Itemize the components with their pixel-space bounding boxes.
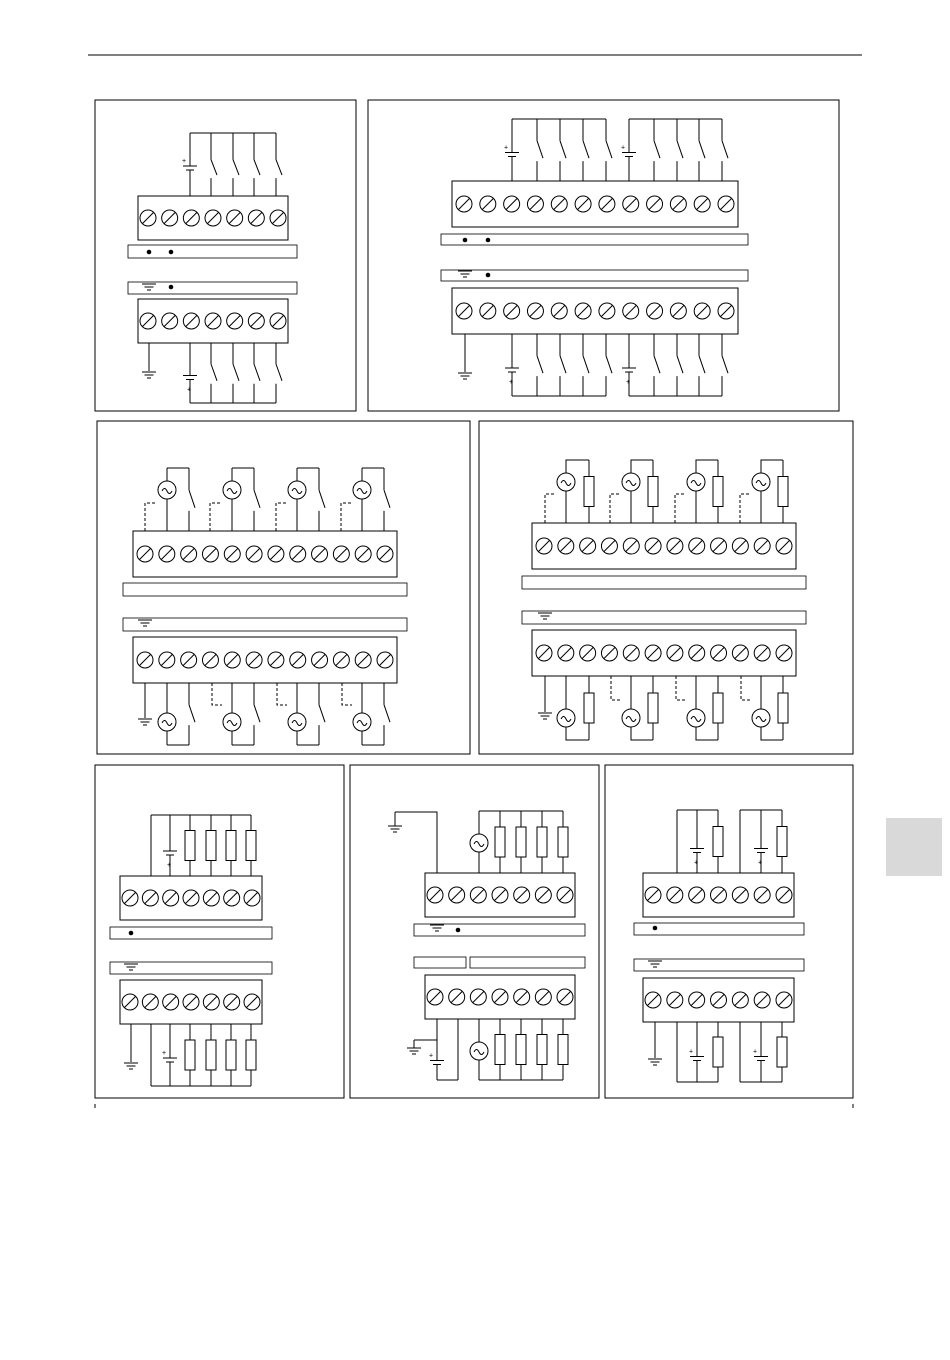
panel-6-strip-left [414, 957, 466, 968]
panel-2-frame [368, 100, 839, 411]
panel-5-status-strip [110, 927, 272, 939]
plus-label: + [753, 1048, 758, 1056]
panel-6-status-strip [414, 924, 585, 936]
plus-label: + [429, 1052, 434, 1060]
plus-label: + [182, 158, 187, 165]
panel-3-status-strip [123, 583, 407, 596]
panel-2-input-block [452, 181, 738, 227]
plus-label: + [509, 379, 514, 386]
led-dot-icon [169, 285, 174, 290]
led-dot-icon [147, 250, 152, 255]
panel-5-input-block [120, 876, 262, 920]
led-dot-icon [486, 273, 491, 278]
panel-1-input-block [138, 196, 288, 240]
led-dot-icon [129, 931, 134, 936]
plus-label: + [626, 379, 631, 386]
plus-label: + [187, 386, 192, 394]
panel-1-output-block [138, 299, 288, 343]
plus-label: + [621, 144, 626, 152]
plus-label: + [162, 1050, 167, 1057]
panel-3-output-strip [123, 618, 407, 631]
led-dot-icon [456, 928, 461, 933]
panel-7-status-strip [634, 923, 804, 935]
led-dot-icon [463, 238, 468, 243]
panel-1-status-strip [128, 245, 297, 258]
panel-5-output-block [120, 980, 262, 1024]
panel-3-output-block [133, 637, 397, 683]
plus-label: + [758, 859, 763, 867]
led-dot-icon [653, 926, 658, 931]
panel-4-input-block [532, 523, 796, 569]
plus-label: + [504, 144, 509, 152]
panel-2-output-block [452, 288, 738, 334]
led-dot-icon [169, 250, 174, 255]
panel-4-output-block [532, 630, 796, 676]
side-tab [886, 818, 942, 876]
plus-label: + [694, 859, 699, 867]
panel-7-input-block [643, 873, 794, 917]
panel-6-strip-right [470, 957, 585, 968]
led-dot-icon [486, 238, 491, 243]
plus-label: + [167, 862, 172, 869]
panel-3-input-block [133, 531, 397, 577]
panel-4-output-strip [522, 611, 806, 624]
panel-6-output-block [425, 975, 575, 1019]
panel-7-output-block [643, 978, 794, 1022]
panel-6-input-block [425, 873, 575, 917]
plus-label: + [689, 1048, 694, 1056]
panel-4-status-strip [522, 576, 806, 589]
